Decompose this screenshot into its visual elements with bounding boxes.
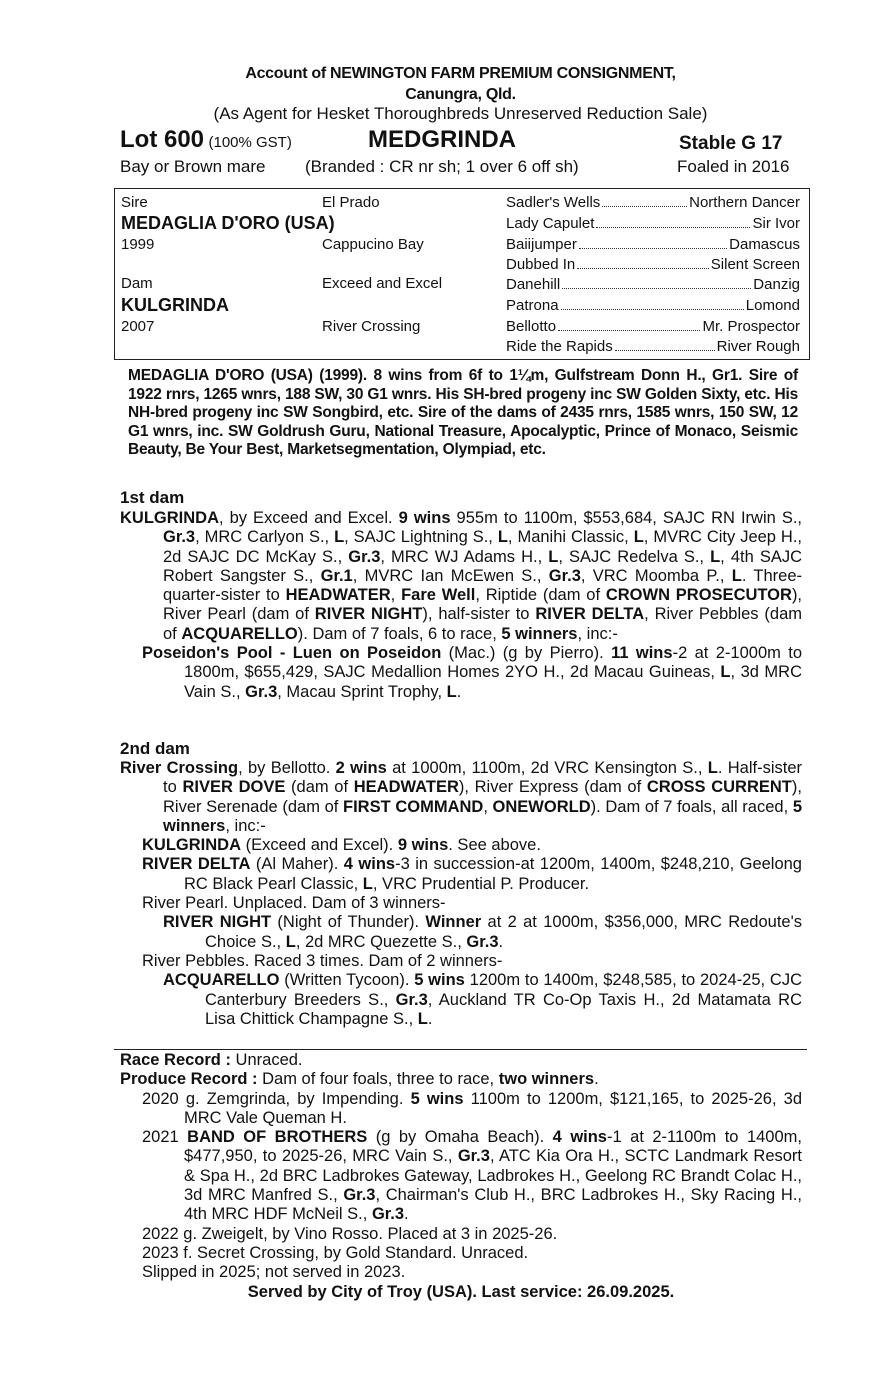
leader-dots bbox=[615, 338, 715, 351]
ancestor-right: Mr. Prospector bbox=[702, 318, 800, 335]
produce-record-value: Dam of four foals, three to race, bbox=[257, 1070, 499, 1089]
sire-year: 1999 bbox=[121, 236, 155, 253]
race-record-value: Unraced. bbox=[230, 1051, 303, 1069]
ancestor-left: Sadler's Wells bbox=[506, 194, 601, 211]
stable-number: Stable G 17 bbox=[679, 133, 783, 154]
horse-description: Bay or Brown mare bbox=[120, 157, 266, 176]
progeny-text: , 3d MRC Vain S., bbox=[184, 663, 802, 701]
ancestor-row bbox=[506, 338, 800, 355]
first-dam-text: 955m to 1100m, $553,684, SAJC RN Irwin S., bbox=[450, 509, 802, 527]
horse-brand: (Branded : CR nr sh; 1 over 6 off sh) bbox=[305, 157, 579, 176]
leader-dots bbox=[558, 318, 700, 331]
consignor-line: Account of NEWINGTON FARM PREMIUM CONSIGNMENT, bbox=[245, 65, 676, 82]
ancestor-right: Danzig bbox=[753, 276, 800, 293]
progeny-wins: 11 wins bbox=[611, 644, 673, 663]
leader-dots bbox=[562, 276, 751, 289]
section-divider bbox=[114, 1049, 807, 1050]
pedigree-table bbox=[114, 188, 810, 360]
lot-number bbox=[120, 126, 292, 154]
ancestor-left: Dubbed In bbox=[506, 256, 576, 273]
second-dam-heading: 2nd dam bbox=[120, 739, 190, 758]
sire-sire: El Prado bbox=[322, 194, 380, 211]
sire-label: Sire bbox=[121, 194, 148, 211]
ancestor-left: Ride the Rapids bbox=[506, 338, 613, 355]
produce-item: 2023 f. Secret Crossing, by Gold Standard. Unraced. bbox=[142, 1243, 529, 1262]
records-section: Race Record : Unraced. Produce Record : Dam of four foals, three to race, two winners. 2020 g. Zemgrinda, by Impending. 5 wins 1100m to 1200m, $121,165, to 2025-26, 3d MRC Vale Queman H. 2021 BAND OF BROTHERS (g by Omaha Beach). 4 wins-1 at 2-1100m to 1400m, $477,950, to 2025-26, MRC Vain S., Gr.3, ATC Kia Ora H., SCTC Landmark Resort & Spa H., 2d BRC Ladbrokes Gateway, Ladbrokes H., Geelong RC Brandt Colac H., 3d MRC Manfred S., Gr.3, Chairman's Club H., BRC Ladbrokes H., Sky Racing H., 4th MRC HDF McNeil S., Gr.3. 2022 g. Zweigelt, by Vino Rosso. Placed at 3 in 2025-26. 2023 f. Secret Crossing, by Gold Standard. Unraced. Slipped in 2025; not served in 2023. Served by City of Troy (USA). Last service: 26.09.2025. bbox=[120, 1051, 803, 1301]
ancestor-right: Sir Ivor bbox=[752, 215, 800, 232]
ancestor-left: Danehill bbox=[506, 276, 561, 293]
second-dam-name: River Crossing bbox=[120, 759, 239, 777]
first-dam-name: KULGRINDA bbox=[120, 509, 219, 527]
sire-summary: MEDAGLIA D'ORO (USA) (1999). 8 wins from 6f to 1¼m, Gulfstream Donn H., Gr1. Sire of 1922 rnrs, 1265 wnrs, 188 SW, 30 G1 wnrs. His SH-bred progeny inc SW Golden Sixty, etc. His NH-bred progeny inc SW Songbird, etc. Sire of the dams of 2435 rnrs, 1585 wnrs, 150 SW, 12 G1 wnrs, inc. SW Goldrush Guru, National Treasure, Apocalyptic, Prince of Monaco, Seismic Beauty, Be Your Best, Marketsegmentation, Olympiad, etc. bbox=[128, 367, 798, 458]
progeny-text: (Mac.) (g by Pierro). bbox=[441, 644, 612, 663]
second-dam-entry: River Crossing, by Bellotto. 2 wins at 1000m, 1100m, 2d VRC Kensington S., L. Half-sister to RIVER DOVE (dam of HEADWATER), River Express (dam of CROSS CURRENT), River Serenade (dam of FIRST COMMAND, ONEWORLD). Dam of 7 foals, all raced, 5 winners, inc:- KULGRINDA (Exceed and Excel). 9 wins. See above. RIVER DELTA (Al Maher). 4 wins-3 in succession-at 1200m, 1400m, $248,210, Geelong RC Black Pearl Classic, L, VRC Prudential P. Producer. River Pearl. Unplaced. Dam of 3 winners- RIVER NIGHT (Night of Thunder). Winner at 2 at 1000m, $356,000, MRC Redoute's Choice S., L, 2d MRC Quezette S., Gr.3. River Pebbles. Raced 3 times. Dam of 2 winners- ACQUARELLO (Written Tycoon). 5 wins 1200m to 1400m, $248,585, to 2024-25, CJC Canterbury Breeders S., Gr.3, Auckland TR Co-Op Taxis H., 2d Matamata RC Lisa Chittick Champagne S., L. bbox=[120, 759, 802, 1028]
ancestor-row bbox=[506, 318, 800, 335]
lot-gst: (100% GST) bbox=[208, 134, 292, 151]
leader-dots bbox=[577, 256, 709, 269]
ancestor-right: River Rough bbox=[716, 338, 800, 355]
produce-item: 2022 g. Zweigelt, by Vino Rosso. Placed at 3 in 2025-26. bbox=[142, 1224, 558, 1243]
first-dam-entry: KULGRINDA, by Exceed and Excel. 9 wins 955m to 1100m, $553,684, SAJC RN Irwin S., Gr.3, MRC Carlyon S., L, SAJC Lightning S., L, Manihi Classic, L, MVRC City Jeep H., 2d SAJC DC McKay S., Gr.3, MRC WJ Adams H., L, SAJC Redelva S., L, 4th SAJC Robert Sangster S., Gr.1, MVRC Ian McEwen S., Gr.3, VRC Moomba P., L. Three-quarter-sister to HEADWATER, Fare Well, Riptide (dam of CROWN PROSECUTOR), River Pearl (dam of RIVER NIGHT), half-sister to RIVER DELTA, River Pebbles (dam of ACQUARELLO). Dam of 7 foals, 6 to race, 5 winners, inc:- Poseidon's Pool - Luen on Poseidon (Mac.) (g by Pierro). 11 wins-2 at 2-1000m to 1800m, $655,429, SAJC Medallion Homes 2YO H., 2d Macau Guineas, L, 3d MRC Vain S., Gr.3, Macau Sprint Trophy, L. bbox=[120, 509, 803, 701]
second-dam-text: , by Bellotto. bbox=[238, 759, 336, 777]
dam-name: KULGRINDA bbox=[121, 295, 229, 315]
ancestor-row bbox=[506, 236, 800, 253]
progeny-text: -2 at 2-1000m to 1800m, $655,429, SAJC Medallion Homes 2YO H., 2d Macau Guineas, bbox=[184, 644, 803, 682]
leader-dots bbox=[596, 215, 750, 228]
leader-dots bbox=[602, 194, 687, 207]
ancestor-right: Silent Screen bbox=[710, 256, 800, 273]
served-line: Served by City of Troy (USA). Last service: 26.09.2025. bbox=[247, 1282, 675, 1301]
ancestor-left: Lady Capulet bbox=[506, 215, 595, 232]
ancestor-right: Lomond bbox=[745, 297, 800, 314]
foaled-year: Foaled in 2016 bbox=[677, 157, 790, 176]
race-record-label: Race Record : bbox=[120, 1051, 231, 1069]
ancestor-left: Baiijumper bbox=[506, 236, 577, 253]
agent-line: (As Agent for Hesket Thoroughbreds Unreserved Reduction Sale) bbox=[213, 104, 708, 123]
consignor-location: Canungra, Qld. bbox=[405, 86, 516, 103]
produce-item: Slipped in 2025; not served in 2023. bbox=[142, 1263, 406, 1282]
leader-dots bbox=[561, 297, 744, 310]
first-dam-wins: 9 wins bbox=[398, 509, 451, 527]
progeny-text: , Macau Sprint Trophy, bbox=[277, 682, 447, 701]
dam-year: 2007 bbox=[121, 318, 155, 335]
first-dam-heading: 1st dam bbox=[120, 488, 185, 507]
progeny-name: Poseidon's Pool - Luen on Poseidon bbox=[142, 644, 442, 663]
dam-sire: Exceed and Excel bbox=[322, 275, 443, 292]
ancestor-row bbox=[506, 256, 800, 273]
dam-label: Dam bbox=[121, 275, 153, 292]
ancestor-left: Patrona bbox=[506, 297, 559, 314]
sire-name: MEDAGLIA D'ORO (USA) bbox=[121, 213, 335, 233]
ancestor-row bbox=[506, 194, 800, 211]
produce-winners: two winners bbox=[498, 1070, 595, 1089]
sire-dam: Cappucino Bay bbox=[322, 236, 424, 253]
leader-dots bbox=[579, 236, 727, 249]
ancestor-row bbox=[506, 276, 800, 293]
ancestor-row bbox=[506, 215, 800, 232]
first-dam-text: , by Exceed and Excel. bbox=[219, 509, 399, 527]
ancestor-right: Damascus bbox=[729, 236, 800, 253]
produce-record-label: Produce Record : bbox=[120, 1070, 258, 1089]
ancestor-right: Northern Dancer bbox=[689, 194, 800, 211]
lot-label: Lot 600 bbox=[120, 126, 205, 153]
ancestor-row bbox=[506, 297, 800, 314]
ancestor-left: Bellotto bbox=[506, 318, 557, 335]
dam-dam: River Crossing bbox=[322, 318, 421, 335]
horse-name: MEDGRINDA bbox=[368, 126, 516, 153]
